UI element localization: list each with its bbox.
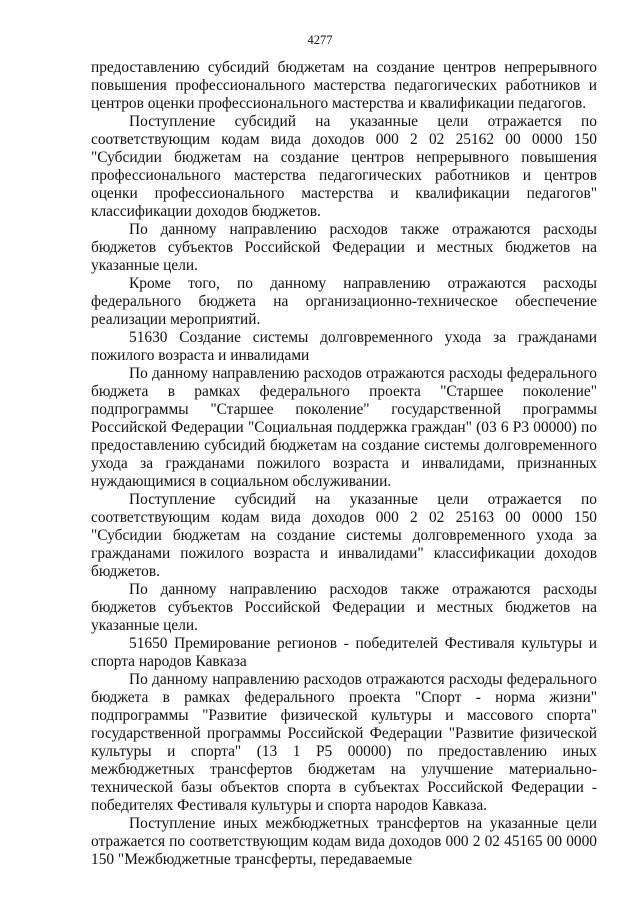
paragraph: Поступление субсидий на указанные цели отражается по соответствующим кодам вида доходов 000 2 02 25162 00 0000 150 "Субсидии бюджетам на создание центров непрерывного повышения профессионального мастерства педагогических работников и центров оценки профессионального мастерства и квалификации педагогов" классификации доходов бюджетов. (91, 113, 597, 220)
paragraph: По данному направлению расходов отражаются расходы федерального бюджета в рамках федерального проекта "Старшее поколение" подпрограммы "Старшее поколение" государственной программы Российской Федерации "Социальная поддержка граждан" (03 6 P3 00000) по предоставлению субсидий бюджетам на создание системы долговременного ухода за гражданами пожилого возраста и инвалидами, признанных нуждающимися в социальном обслуживании. (91, 365, 597, 490)
paragraph: По данному направлению расходов также отражаются расходы бюджетов субъектов Российской Федерации и местных бюджетов на указанные цели. (91, 221, 597, 274)
section-heading-51650: 51650 Премирование регионов - победителей Фестиваля культуры и спорта народов Кавказа (91, 635, 597, 670)
section-heading-51630: 51630 Создание системы долговременного ухода за гражданами пожилого возраста и инвалидами (91, 329, 597, 364)
paragraph: По данному направлению расходов отражаются расходы федерального бюджета в рамках федерального проекта "Спорт - норма жизни" подпрограммы "Развитие физической культуры и массового спорта" государственной программы Российской Федерации "Развитие физической культуры и спорта" (13 1 P5 00000) по предоставлению иных межбюджетных трансфертов бюджетам на улучшение материально-технической базы объектов спорта в субъектах Российской Федерации - победителях Фестиваля культуры и спорта народов Кавказа. (91, 671, 597, 814)
paragraph-continuation: предоставлению субсидий бюджетам на создание центров непрерывного повышения профессионального мастерства педагогических работников и центров оценки профессионального мастерства и квалификации педагогов. (91, 59, 597, 112)
page-body (91, 59, 597, 869)
page-number: 4277 (307, 33, 333, 47)
paragraph: Поступление субсидий на указанные цели отражается по соответствующим кодам вида доходов 000 2 02 25163 00 0000 150 "Субсидии бюджетам на создание системы долговременного ухода за гражданами пожилого возраста и инвалидами" классификации доходов бюджетов. (91, 491, 597, 580)
paragraph: Поступление иных межбюджетных трансфертов на указанные цели отражается по соответствующим кодам вида доходов 000 2 02 45165 00 0000 150 "Межбюджетные трансферты, передаваемые (91, 815, 597, 868)
paragraph: По данному направлению расходов также отражаются расходы бюджетов субъектов Российской Федерации и местных бюджетов на указанные цели. (91, 581, 597, 634)
paragraph: Кроме того, по данному направлению отражаются расходы федерального бюджета на организационно-техническое обеспечение реализации мероприятий. (91, 275, 597, 328)
